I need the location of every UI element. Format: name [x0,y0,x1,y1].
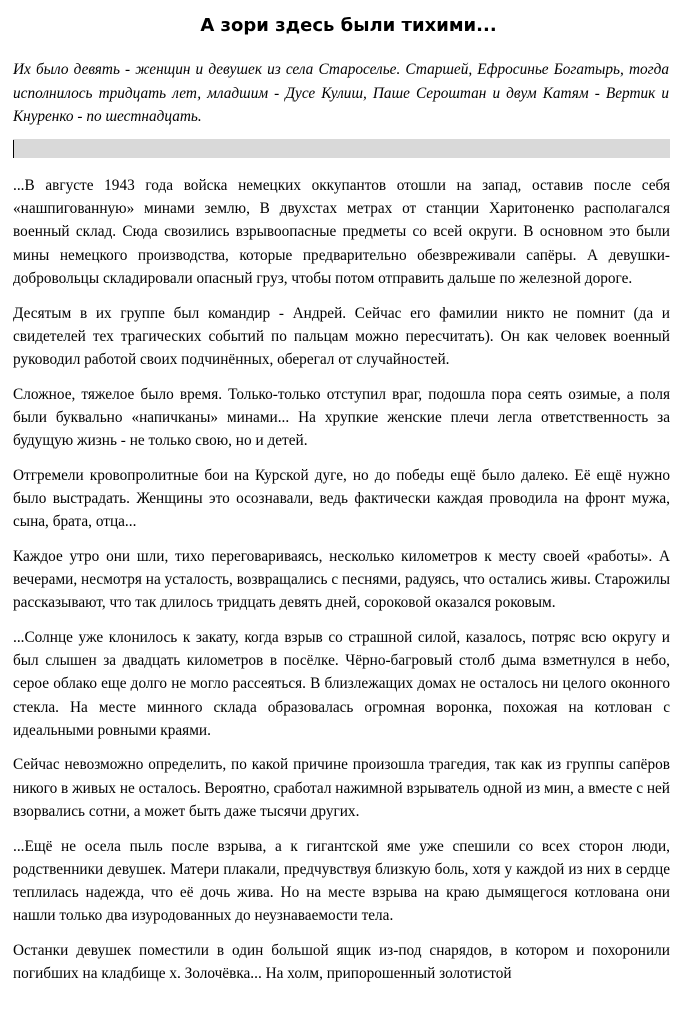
intro-paragraph: Их было девять - женщин и девушек из села Староселье. Старшей, Ефросинье Богатырь, тогда исполнилось тридцать лет, младшим - Дусе Кулиш, Паше Сероштан и двум Катям - Вертик и Кнуренко - по шестнадцать. [13,61,669,125]
body-paragraph: Сложное, тяжелое было время. Только-только отступил враг, подошла пора сеять озимые, а поля были буквально «напичканы» минами... На хрупкие женские плечи легла ответственность за будущую жизнь - не только свою, но и детей. [13,385,670,450]
body-paragraph: Каждое утро они шли, тихо переговариваясь, несколько километров к месту своей «работы». А вечерами, несмотря на усталость, возвращались с песнями, радуясь, что остались живы. Старожилы рассказывают, что так длилось тридцать девять дней, сороковой оказался роковым. [13,547,670,612]
document-body [13,174,670,997]
body-paragraph: Сейчас невозможно определить, по какой причине произошла трагедия, так как из группы сапёров никого в живых не осталось. Вероятно, сработал нажимной взрыватель одной из мин, а вместе с ней взорвались сотни, а может быть даже тысячи других. [13,756,670,820]
body-paragraph: Отгремели кровопролитные бои на Курской дуге, но до победы ещё было далеко. Её ещё нужно было выстрадать. Женщины это осознавали, ведь фактически каждая проводила на фронт мужа, сына, брата, отца... [13,466,670,531]
body-paragraph: ...Солнце уже клонилось к закату, когда взрыв со страшной силой, казалось, потряс всю округу и был слышен за двадцать километров в посёлке. Чёрно-багровый столб дыма взметнулся в небо, серое облако еще долго не могло рассеяться. В близлежащих домах не осталось ни целого оконного стекла. На месте минного склада образовалась огромная воронка, похожая на котлован с идеальными ровными краями. [13,628,670,739]
text-cursor [13,140,14,158]
body-paragraph: Останки девушек поместили в один большой ящик из-под снарядов, в котором и похоронили погибших на кладбище х. Золочёвка... На холм, припорошенный золотистой [13,941,670,983]
highlighted-empty-line[interactable] [13,139,670,158]
body-paragraph: ...В августе 1943 года войска немецких оккупантов отошли на запад, оставив после себя «нашпигованную» минами землю, В двухстах метрах от станции Харитоненко располагался военный склад. Сюда свозились взрывоопасные предметы со всей округи. В основном это были мины немецкого производства, которые предварительно обезвреживали сапёры. А девушки-добровольцы складировали опасный груз, чтобы потом отправить дальше по железной дороге. [13,177,670,287]
document-title: А зори здесь были тихими... [200,15,497,36]
body-paragraph: ...Ещё не осела пыль после взрыва, а к гигантской яме уже спешили со всех сторон люди, родственники девушек. Матери плакали, предчувствуя близкую боль, хотя у каждой из них в сердце теплилась надежда, что её дочь жива. Но на месте взрыва на краю дымящегося котлована они нашли только два изуродованных до неузнаваемости тела. [13,837,670,925]
body-paragraph: Десятым в их группе был командир - Андрей. Сейчас его фамилии никто не помнит (да и свидетелей тех трагических событий по пальцам можно пересчитать). Он как человек военный руководил работой своих подчинённых, оберегал от случайностей. [13,304,670,368]
